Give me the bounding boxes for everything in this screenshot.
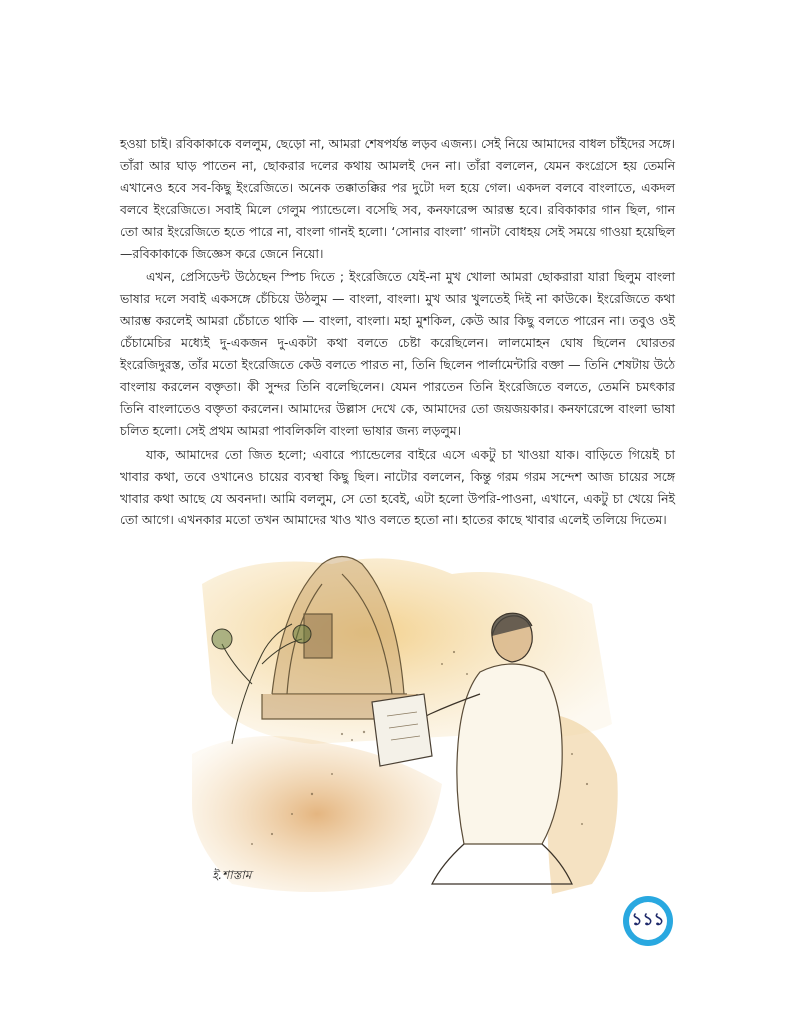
body-text [120, 133, 675, 533]
page-number-badge [623, 896, 673, 946]
page-number: ১১১ [629, 902, 667, 940]
paragraph-1: হওয়া চাই। রবিকাকাকে বললুম, ছেড়ো না, আমরা শেষপর্যন্ত লড়ব এজন্য। সেই নিয়ে আমাদের বাধল চাঁইদের সঙ্গে। তাঁরা আর ঘাড় পাতেন না, ছোকরার দলের কথায় আমলই দেন না। তাঁরা বললেন, যেমন কংগ্রেসে হয় তেমনি এখানেও হবে সব-কিছু ইংরেজিতে। অনেক তক্কাতক্কির পর দুটো দল হয়ে গেল। একদল বলবে বাংলাতে, একদল বলবে ইংরেজিতে। সবাই মিলে গেলুম প্যান্ডেলে। বসেছি সব, কনফারেন্স আরম্ভ হবে। রবিকাকার গান ছিল, গান তো আর ইংরেজিতে হতে পারে না, বাংলা গানই হলো। ‘সোনার বাংলা’ গানটা বোধহয় সেই সময়ে গাওয়া হয়েছিল—রবিকাকাকে জিজ্ঞেস করে জেনে নিয়ো। [120, 136, 675, 261]
paragraph-2: এখন, প্রেসিডেন্ট উঠেছেন স্পিচ দিতে ; ইংরেজিতে যেই-না মুখ খোলা আমরা ছোকরারা যারা ছিলুম বাংলা ভাষার দলে সবাই একসঙ্গে চেঁচিয়ে উঠলুম — বাংলা, বাংলা। মুখ আর খুলতেই দিই না কাউকে। ইংরেজিতে কথা আরম্ভ করলেই আমরা চেঁচাতে থাকি — বাংলা, বাংলা। মহা মুশকিল, কেউ আর কিছু বলতে পারেন না। তবুও ওই চেঁচামেচির মধ্যেই দু-একজন দু-একটা কথা বলতে চেষ্টা করেছিলেন। লালমোহন ঘোষ ছিলেন ঘোরতর ইংরেজিদুরস্ত, তাঁর মতো ইংরেজিতে কেউ বলতে পারত না, তিনি ছিলেন পার্লামেন্টারি বক্তা — তিনি শেষটায় উঠে বাংলায় করলেন বক্তৃতা। কী সুন্দর তিনি বলেছিলেন। যেমন পারতেন তিনি ইংরেজিতে বলতে, তেমনি চমৎকার তিনি বাংলাতেও বক্তৃতা করলেন। আমাদের উল্লাস দেখে কে, আমাদের তো জয়জয়কার। কনফারেন্সে বাংলা ভাষা চলিত হলো। সেই প্রথম আমরা পাবলিকলি বাংলা ভাষার জন্য লড়লুম। [120, 269, 675, 438]
artist-body [457, 664, 562, 844]
artist-signature: ই.শাস্তাম [212, 868, 252, 882]
sketchbook [372, 694, 432, 766]
paragraph-3: যাক, আমাদের তো জিত হলো; এবারে প্যান্ডেলের বাইরে এসে একটু চা খাওয়া যাক। বাড়িতে গিয়েই চা খাবার কথা, তবে ওখানেও চায়ের ব্যবস্থা কিছু ছিল। নাটোর বললেন, কিন্তু গরম গরম সন্দেশ আজ চায়ের সঙ্গে খাবার কথা আছে যে অবনদা। আমি বললুম, সে তো হবেই, এটা হলো উপরি-পাওনা, এখানে, একটু চা খেয়ে নিই তো আগে। এখনকার মতো তখন আমাদের খাও খাও বলতে হতো না। হাতের কাছে খাবার এলেই তলিয়ে দিতেম। [120, 446, 675, 528]
watercolor-illustration [192, 544, 622, 900]
